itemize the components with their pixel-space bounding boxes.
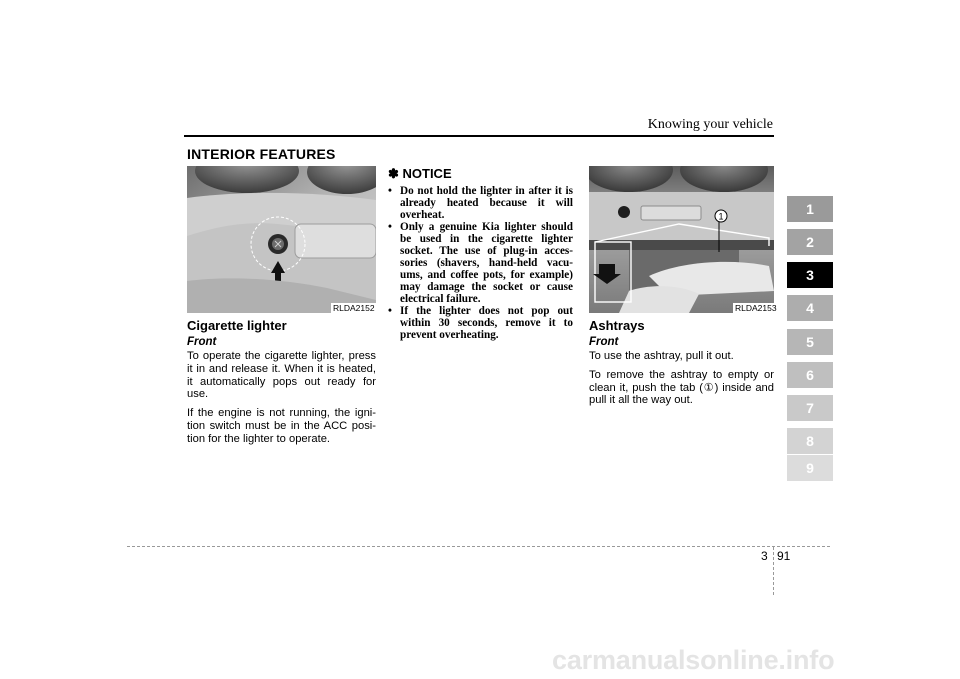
lighter-photo	[187, 166, 376, 313]
tab-callout: 1	[718, 211, 724, 222]
footer-divider	[773, 547, 774, 595]
ashtrays-body	[589, 350, 774, 407]
ashtrays-heading: Ashtrays	[589, 318, 645, 333]
notice-item: • If the lighter does not pop out within 30 seconds, remove it to prevent overheating.	[388, 305, 573, 341]
ashtray-illustration	[589, 166, 774, 313]
watermark: carmanualsonline.info	[552, 645, 835, 675]
figure-code-1: RLDA2152	[333, 303, 375, 313]
ashtray-photo	[589, 166, 774, 313]
ashtrays-paragraph: To use the ashtray, pull it out.	[589, 350, 734, 362]
footer-page-number: 91	[777, 549, 791, 563]
ashtrays-subheading: Front	[589, 336, 619, 348]
chapter-tab-6[interactable]: 6	[787, 362, 833, 388]
lighter-illustration	[187, 166, 376, 313]
section-title: INTERIOR FEATURES	[187, 146, 336, 162]
chapter-tab-5[interactable]: 5	[787, 329, 833, 355]
chapter-tab-3[interactable]: 3	[787, 262, 833, 288]
lighter-body	[187, 350, 376, 446]
lighter-heading: Cigarette lighter	[187, 318, 287, 333]
chapter-tab-4[interactable]: 4	[787, 295, 833, 321]
chapter-tab-2[interactable]: 2	[787, 229, 833, 255]
chapter-tab-9[interactable]: 9	[787, 455, 833, 481]
footer-chapter-number: 3	[761, 549, 768, 563]
notice-title: ✽ NOTICE	[388, 166, 452, 181]
lighter-paragraph: If the engine is not running, the igni-tion switch must be in the ACC posi-tion for the lighter to operate.	[187, 407, 376, 445]
chapter-tab-8[interactable]: 8	[787, 428, 833, 454]
notice-list	[388, 185, 573, 341]
lighter-subheading: Front	[187, 336, 217, 348]
chapter-tab-1[interactable]: 1	[787, 196, 833, 222]
figure-code-2: RLDA2153	[735, 303, 777, 313]
ashtrays-paragraph: To remove the ashtray to empty or clean it, push the tab (①) inside and pull it all the way out.	[589, 368, 774, 407]
notice-item: • Only a genuine Kia lighter should be used in the cigarette lighter socket. The use of plug-in acces-sories (shavers, hand-held vacu-ums, and coffee pots, for example) may damage the socket or cause electrical failure.	[388, 221, 573, 305]
lighter-paragraph: To operate the cigarette lighter, press it in and release it. When it is heated, it automatically pops out ready for use.	[187, 350, 376, 401]
footer-rule	[127, 546, 830, 547]
notice-item: • Do not hold the lighter in after it is already heated because it will overheat.	[388, 185, 573, 221]
chapter-tab-7[interactable]: 7	[787, 395, 833, 421]
header-rule	[184, 135, 774, 137]
ashtrays-section	[589, 318, 774, 413]
lighter-section	[187, 318, 376, 452]
notice-box	[388, 166, 573, 341]
running-header: Knowing your vehicle	[647, 117, 773, 132]
